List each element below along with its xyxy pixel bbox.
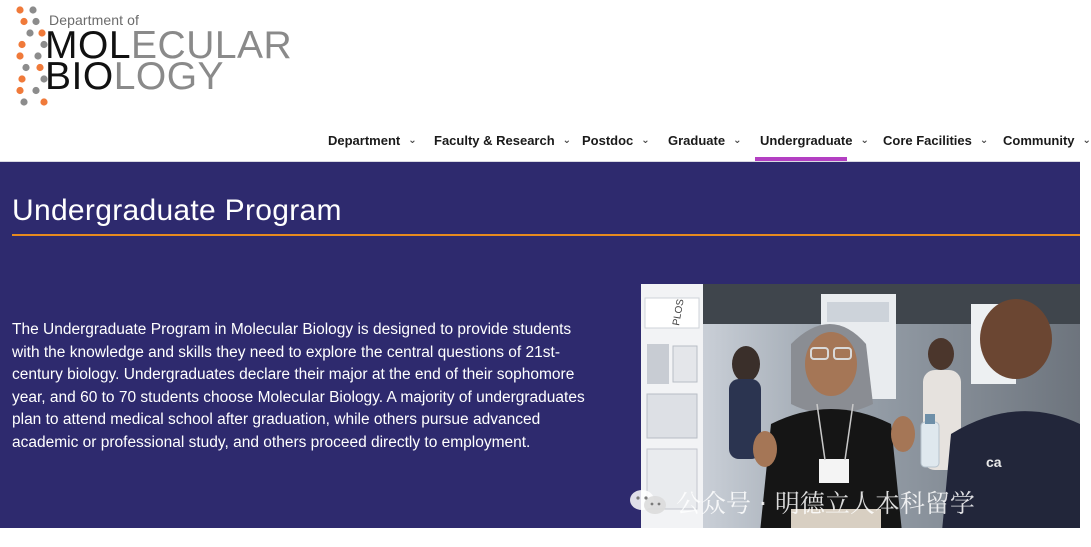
nav-item-postdoc[interactable]: Postdoc ⌄: [582, 126, 650, 161]
active-nav-underline: [755, 157, 847, 161]
chevron-down-icon: ⌄: [641, 135, 650, 146]
chevron-down-icon: ⌄: [562, 135, 572, 146]
nav-item-undergraduate[interactable]: Undergraduate ⌄: [755, 126, 847, 161]
main-nav: [0, 126, 1091, 161]
chevron-down-icon: ⌄: [408, 135, 417, 146]
nav-item-faculty-research[interactable]: Faculty & Research ⌄: [434, 126, 571, 161]
page-bottom-strip: [0, 528, 1080, 542]
site-header: [0, 0, 1091, 162]
department-logo[interactable]: [12, 4, 293, 110]
nav-item-department[interactable]: Department ⌄: [328, 126, 417, 161]
logo-word-molecular: MOLECULAR: [45, 24, 293, 67]
chevron-down-icon: ⌄: [1082, 135, 1091, 146]
hero-section: [0, 162, 1080, 528]
page-title: Undergraduate Program: [12, 194, 342, 227]
watermark-text: 公众号 · 明德立人本科留学: [676, 489, 975, 518]
logo-word-biology: BIOLOGY: [45, 55, 225, 98]
watermark: [628, 484, 975, 520]
chevron-down-icon: ⌄: [733, 135, 742, 146]
shirt-logo: ca: [986, 454, 1002, 470]
nav-item-graduate[interactable]: Graduate ⌄: [668, 126, 741, 161]
poster-text: PLOS: [671, 298, 687, 327]
chevron-down-icon: ⌄: [860, 135, 869, 146]
nav-item-core-facilities[interactable]: Core Facilities ⌄: [883, 126, 988, 161]
chevron-down-icon: ⌄: [979, 135, 989, 146]
title-divider: [12, 234, 1080, 236]
wechat-icon: [628, 488, 668, 516]
intro-paragraph: The Undergraduate Program in Molecular Biology is designed to provide students with the knowledge and skills they need to explore the central questions of 21st-century biology. Undergraduates declare their major at the end of their sophomore year, and 60 to 70 students choose Molecular Biology. A majority of undergraduates plan to attend medical school after graduation, while others pursue advanced academic or professional study, and others proceed directly to employment.: [12, 321, 585, 451]
logo-department-of: Department of: [49, 12, 140, 28]
nav-item-community[interactable]: Community ⌄: [1003, 126, 1091, 161]
